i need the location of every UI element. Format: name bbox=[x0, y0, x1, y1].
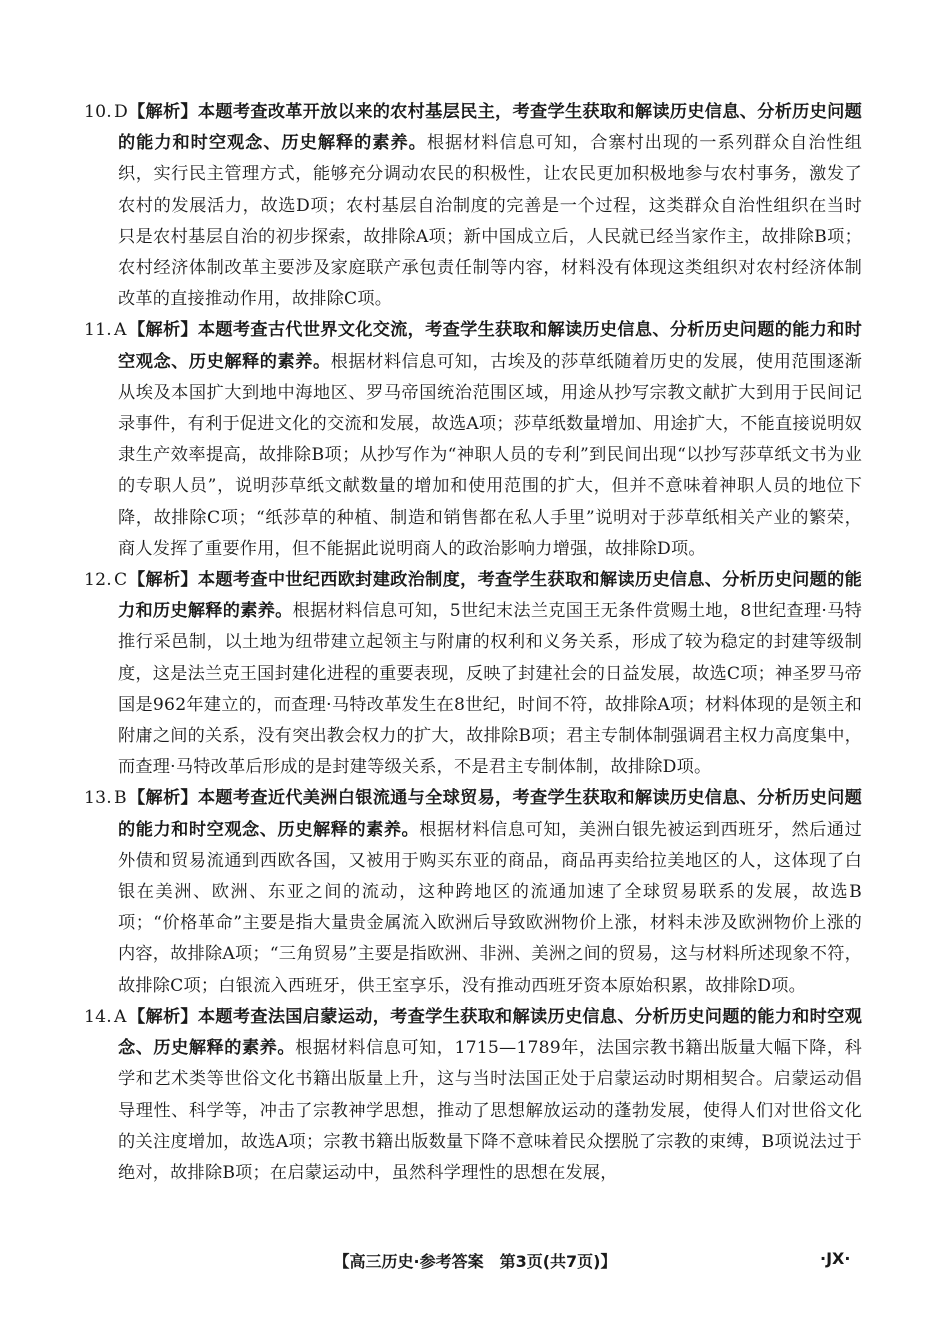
page-footer bbox=[0, 1249, 950, 1272]
analysis-tag: 【解析】 bbox=[128, 102, 198, 122]
item-number: 12. C bbox=[84, 570, 128, 591]
item-summary: 本题考查中世纪西欧封建政治制度，考查学生获取和解读历史信息、分析历史问题的能力和历史解释的素养。 bbox=[118, 570, 862, 622]
answer-item-13 bbox=[84, 783, 862, 1001]
item-number: 13. B bbox=[84, 788, 127, 809]
analysis-tag: 【解析】 bbox=[128, 788, 198, 809]
analysis-tag: 【解析】 bbox=[128, 320, 198, 341]
answer-item-12 bbox=[84, 565, 862, 783]
item-number: 11. A bbox=[84, 320, 127, 341]
item-number: 14. A bbox=[84, 1006, 127, 1027]
answer-item-10 bbox=[84, 97, 862, 315]
analysis-tag: 【解析】 bbox=[128, 1006, 198, 1027]
footer-code: ·JX· bbox=[820, 1249, 851, 1268]
analysis-tag: 【解析】 bbox=[128, 570, 198, 591]
item-summary: 本题考查近代美洲白银流通与全球贸易，考查学生获取和解读历史信息、分析历史问题的能力和时空观念、历史解释的素养。 bbox=[118, 788, 862, 840]
footer-text: 【高三历史·参考答案 第3页(共7页)】 bbox=[333, 1252, 617, 1271]
item-body: 根据材料信息可知，1715—1789年，法国宗教书籍出版量大幅下降，科学和艺术类等世俗文化书籍出版量上升，这与当时法国正处于启蒙运动时期相契合。启蒙运动倡导理性、科学等，冲击了宗教神学思想，推动了思想解放运动的蓬勃发展，使得人们对世俗文化的关注度增加，故选A项；宗教书籍出版数量下降不意味着民众摆脱了宗教的束缚，B项说法过于绝对，故排除B项；在启蒙运动中，虽然科学理性的思想在发展， bbox=[118, 1038, 862, 1183]
answer-item-11 bbox=[84, 315, 862, 565]
item-body: 根据材料信息可知，美洲白银先被运到西班牙，然后通过外债和贸易流通到西欧各国，又被用于购买东亚的商品，商品再卖给拉美地区的人，这体现了白银在美洲、欧洲、东亚之间的流动，这种跨地区的流通加速了全球贸易联系的发展，故选B项；“价格革命”主要是指大量贵金属流入欧洲后导致欧洲物价上涨，材料未涉及欧洲物价上涨的内容，故排除A项；“三角贸易”主要是指欧洲、非洲、美洲之间的贸易，这与材料所述现象不符，故排除C项；白银流入西班牙，供王室享乐，没有推动西班牙资本原始积累，故排除D项。 bbox=[118, 819, 862, 996]
item-body: 根据材料信息可知，合寨村出现的一系列群众自治性组织，实行民主管理方式，能够充分调动农民的积极性，让农民更加积极地参与农村事务，激发了农村的发展活力，故选D项；农村基层自治制度的完善是一个过程，这类群众自治性组织在当时只是农村基层自治的初步探索，故排除A项；新中国成立后，人民就已经当家作主，故排除B项；农村经济体制改革主要涉及家庭联产承包责任制等内容，材料没有体现这类组织对农村经济体制改革的直接推动作用，故排除C项。 bbox=[118, 133, 862, 310]
item-body: 根据材料信息可知，古埃及的莎草纸随着历史的发展，使用范围逐渐从埃及本国扩大到地中海地区、罗马帝国统治范围区域，用途从抄写宗教文献扩大到用于民间记录事件，有利于促进文化的交流和发展，故选A项；莎草纸数量增加、用途扩大，不能直接说明奴隶生产效率提高，故排除B项；从抄写作为“神职人员的专利”到民间出现“以抄写莎草纸文书为业的专职人员”，说明莎草纸文献数量的增加和使用范围的扩大，但并不意味着神职人员的地位下降，故排除C项；“纸莎草的种植、制造和销售都在私人手里”说明对于莎草纸相关产业的繁荣，商人发挥了重要作用，但不能据此说明商人的政治影响力增强，故排除D项。 bbox=[118, 351, 862, 559]
item-summary: 本题考查改革开放以来的农村基层民主，考查学生获取和解读历史信息、分析历史问题的能力和时空观念、历史解释的素养。 bbox=[118, 102, 862, 154]
answer-item-14 bbox=[84, 1002, 862, 1189]
item-body: 根据材料信息可知，5世纪末法兰克国王无条件赏赐土地，8世纪查理·马特推行采邑制，以土地为纽带建立起领主与附庸的权利和义务关系，形成了较为稳定的封建等级制度，这是法兰克王国封建化进程的重要表现，反映了封建社会的日益发展，故选C项；神圣罗马帝国是962年建立的，而查理·马特改革发生在8世纪，时间不符，故排除A项；材料体现的是领主和附庸之间的关系，没有突出教会权力的扩大，故排除B项；君主专制体制强调君主权力高度集中，而查理·马特改革后形成的是封建等级关系，不是君主专制体制，故排除D项。 bbox=[118, 601, 862, 778]
item-summary: 本题考查法国启蒙运动，考查学生获取和解读历史信息、分析历史问题的能力和时空观念、历史解释的素养。 bbox=[118, 1006, 862, 1059]
item-number: 10. D bbox=[84, 102, 128, 122]
answer-page bbox=[84, 97, 862, 1189]
item-summary: 本题考查古代世界文化交流，考查学生获取和解读历史信息、分析历史问题的能力和时空观念、历史解释的素养。 bbox=[118, 320, 862, 372]
